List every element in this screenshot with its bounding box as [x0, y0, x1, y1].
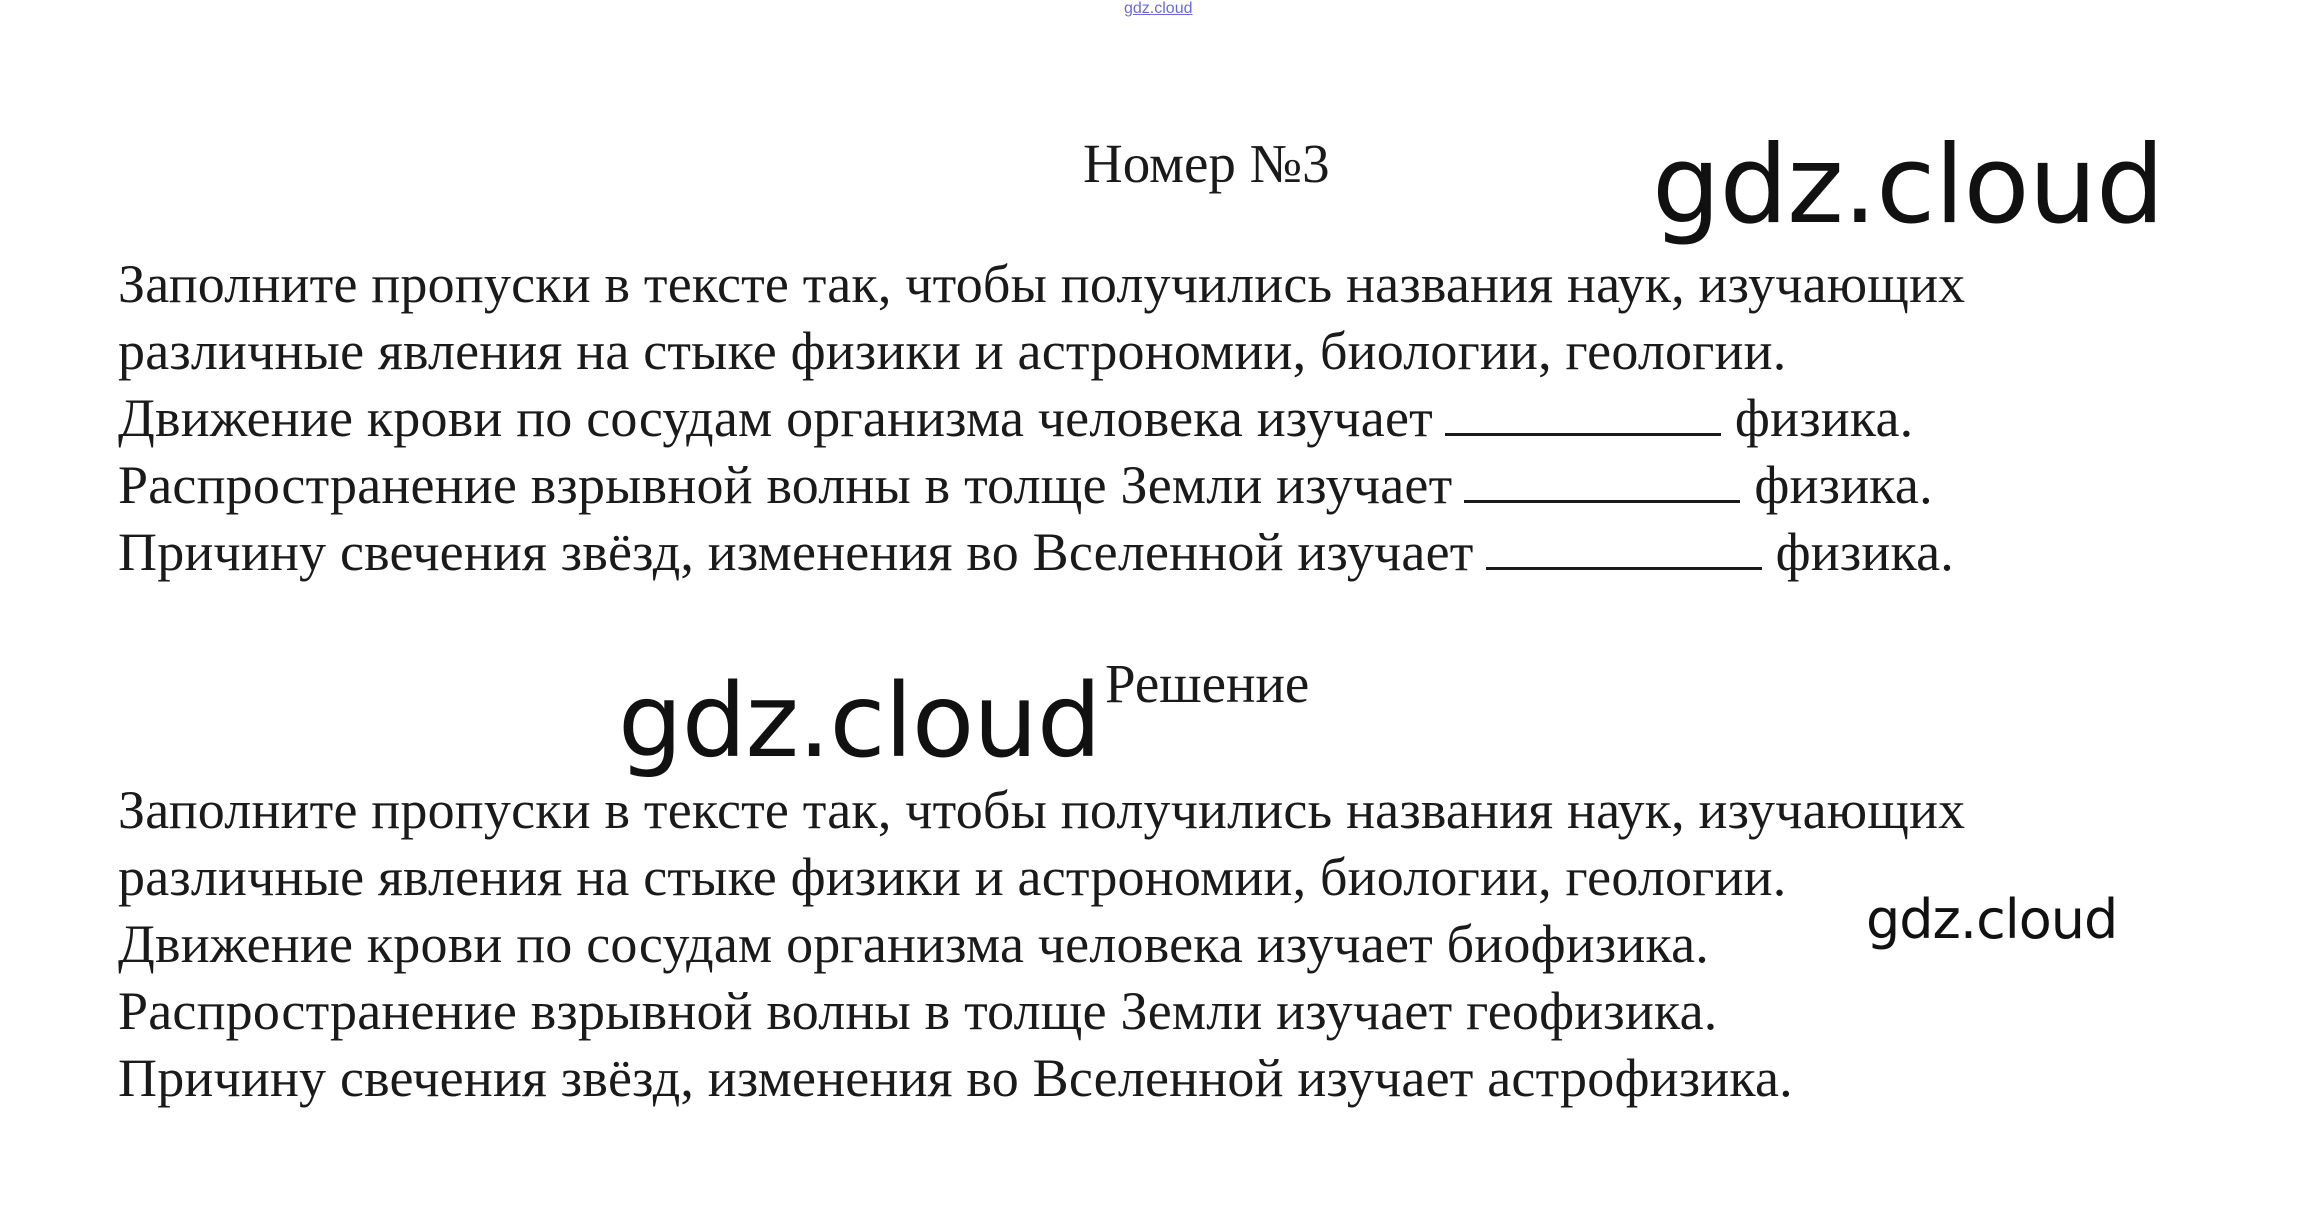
watermark-logo: gdz.cloud	[1866, 888, 2118, 951]
watermark-logo: gdz.cloud	[1652, 123, 2164, 248]
task-title: Номер №3	[1083, 133, 1330, 194]
solution-line: Распространение взрывной волны в толще Земли изучает геофизика.	[118, 981, 1718, 1041]
task-line-after: физика.	[1734, 388, 1914, 448]
fill-in-blank	[1486, 523, 1762, 570]
task-line: различные явления на стыке физики и астрономии, биологии, геологии.	[118, 321, 1787, 381]
fill-in-blank	[1464, 456, 1740, 503]
task-line-before: Движение крови по сосудам организма человека изучает	[118, 388, 1433, 448]
watermark-logo: gdz.cloud	[618, 662, 1101, 781]
task-line-after: физика.	[1775, 522, 1954, 582]
solution-line: Заполните пропуски в тексте так, чтобы получились названия наук, изучающих	[118, 780, 1966, 840]
top-watermark-link[interactable]: gdz.cloud	[1124, 0, 1193, 17]
fill-in-blank	[1445, 389, 1721, 436]
task-line-before: Распространение взрывной волны в толще Земли изучает	[118, 455, 1453, 515]
solution-line: Причину свечения звёзд, изменения во Вселенной изучает астрофизика.	[118, 1048, 1793, 1108]
solution-title: Решение	[1105, 653, 1310, 714]
task-line: Заполните пропуски в тексте так, чтобы получились названия наук, изучающих	[118, 254, 1966, 314]
solution-line: различные явления на стыке физики и астрономии, биологии, геологии.	[118, 847, 1787, 907]
task-blank-line	[118, 452, 2268, 519]
task-blank-line	[118, 519, 2268, 586]
task-line-after: физика.	[1754, 455, 1933, 515]
solution-line: Движение крови по сосудам организма человека изучает биофизика.	[118, 914, 1709, 974]
task-text	[118, 251, 2268, 586]
task-blank-line	[118, 385, 2268, 452]
task-line-before: Причину свечения звёзд, изменения во Вселенной изучает	[118, 522, 1474, 582]
